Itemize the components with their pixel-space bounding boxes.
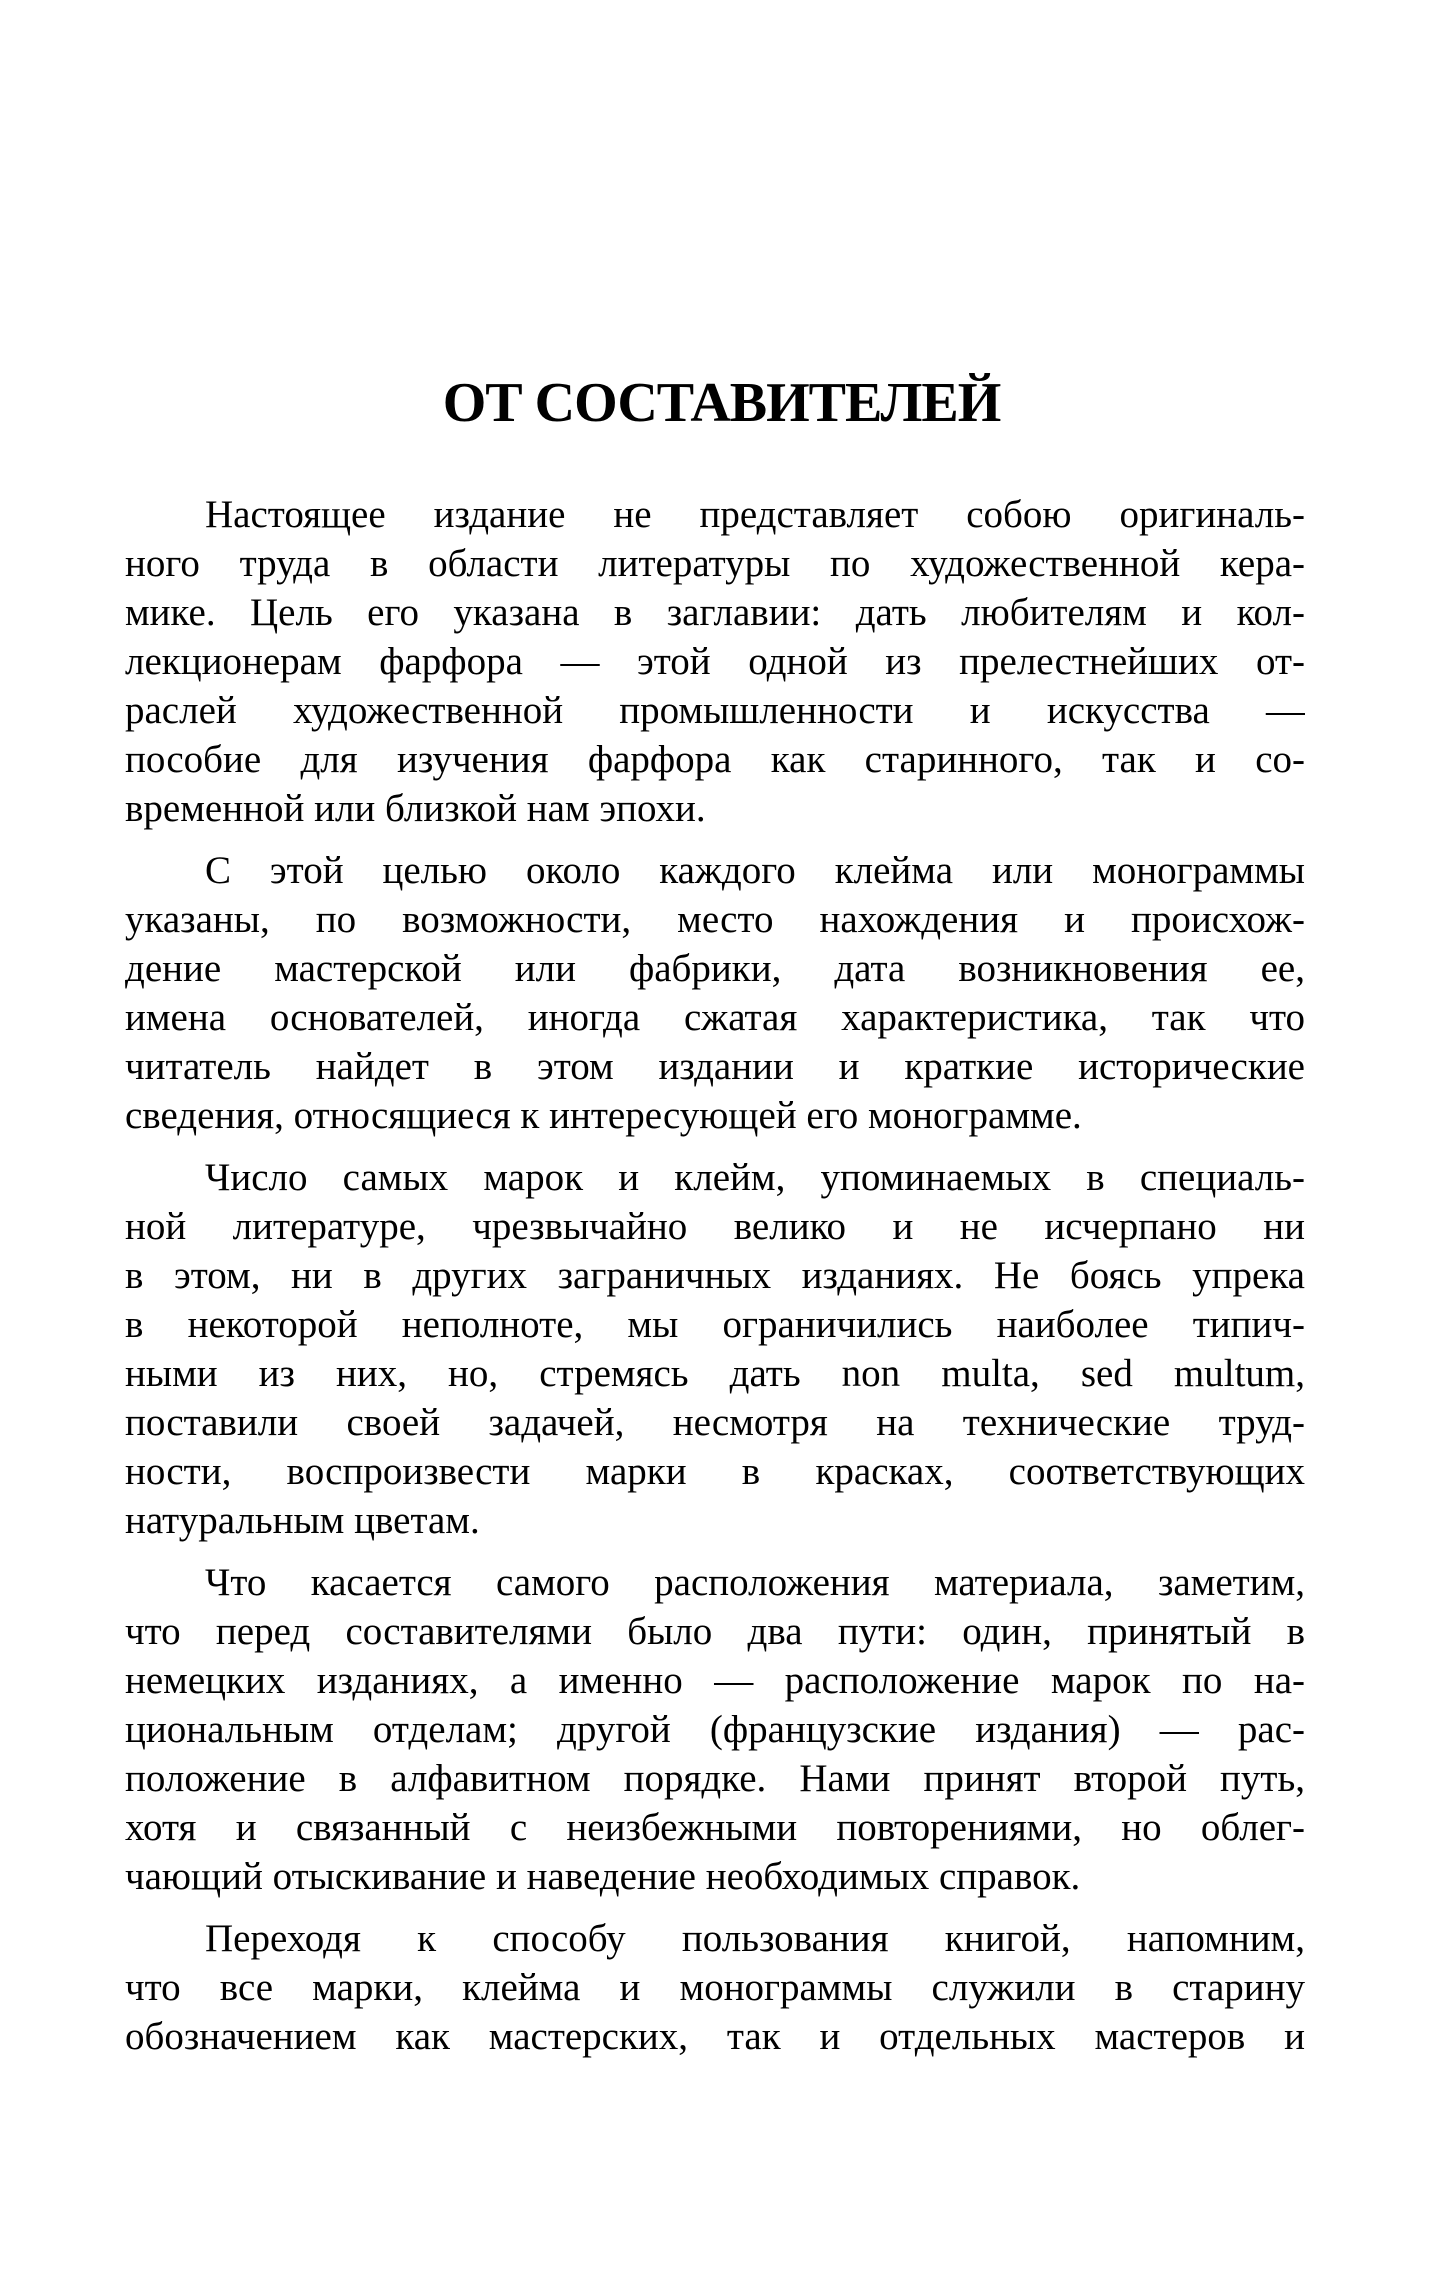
text-line: ными из них, но, стремясь дать non multa, sed multum,: [125, 1352, 1305, 1395]
text-line: указаны, по возможности, место нахождения и происхож-: [125, 898, 1305, 941]
text-line: хотя и связанный с неизбежными повторениями, но облег-: [125, 1806, 1305, 1849]
text-line: обозначением как мастерских, так и отдельных мастеров и: [125, 2015, 1305, 2058]
text-line: ного труда в области литературы по художественной кера-: [125, 542, 1305, 585]
paragraph: [125, 490, 1305, 833]
paragraph: [125, 1558, 1305, 1901]
paragraph: [125, 846, 1305, 1140]
text-line: немецких изданиях, а именно — расположение марок по на-: [125, 1659, 1305, 1702]
text-line: сведения, относящиеся к интересующей его монограмме.: [125, 1094, 1082, 1137]
text-line: лекционерам фарфора — этой одной из прелестнейших от-: [125, 640, 1305, 683]
paragraph: [125, 1914, 1305, 2061]
text-line: что перед составителями было два пути: один, принятый в: [125, 1610, 1305, 1653]
text-line: в некоторой неполноте, мы ограничились наиболее типич-: [125, 1303, 1305, 1346]
text-line: натуральным цветам.: [125, 1499, 480, 1542]
body-text: [125, 490, 1305, 2061]
page-heading: ОТ СОСТАВИТЕЛЕЙ: [442, 372, 1001, 434]
paragraph: [125, 1153, 1305, 1545]
text-line: Что касается самого расположения материала, заметим,: [205, 1561, 1305, 1604]
text-line: циональным отделам; другой (французские издания) — рас-: [125, 1708, 1305, 1751]
text-line: пособие для изучения фарфора как старинного, так и со-: [125, 738, 1305, 781]
text-line: поставили своей задачей, несмотря на технические труд-: [125, 1401, 1305, 1444]
text-line: временной или близкой нам эпохи.: [125, 787, 706, 830]
text-line: ности, воспроизвести марки в красках, соответствующих: [125, 1450, 1305, 1493]
text-line: Настоящее издание не представляет собою оригиналь-: [205, 493, 1305, 536]
text-line: читатель найдет в этом издании и краткие исторические: [125, 1045, 1305, 1088]
text-line: дение мастерской или фабрики, дата возникновения ее,: [125, 947, 1305, 990]
text-line: Переходя к способу пользования книгой, напомним,: [205, 1917, 1305, 1960]
text-line: чающий отыскивание и наведение необходимых справок.: [125, 1855, 1081, 1898]
text-line: ной литературе, чрезвычайно велико и не исчерпано ни: [125, 1205, 1305, 1248]
text-line: имена основателей, иногда сжатая характеристика, так что: [125, 996, 1305, 1039]
text-line: раслей художественной промышленности и искусства —: [125, 689, 1305, 732]
text-line: в этом, ни в других заграничных изданиях. Не боясь упрека: [125, 1254, 1305, 1297]
text-line: С этой целью около каждого клейма или монограммы: [205, 849, 1305, 892]
text-line: что все марки, клейма и монограммы служили в старину: [125, 1966, 1305, 2009]
text-line: Число самых марок и клейм, упоминаемых в специаль-: [205, 1156, 1305, 1199]
text-line: положение в алфавитном порядке. Нами принят второй путь,: [125, 1757, 1305, 1800]
text-line: мике. Цель его указана в заглавии: дать любителям и кол-: [125, 591, 1305, 634]
